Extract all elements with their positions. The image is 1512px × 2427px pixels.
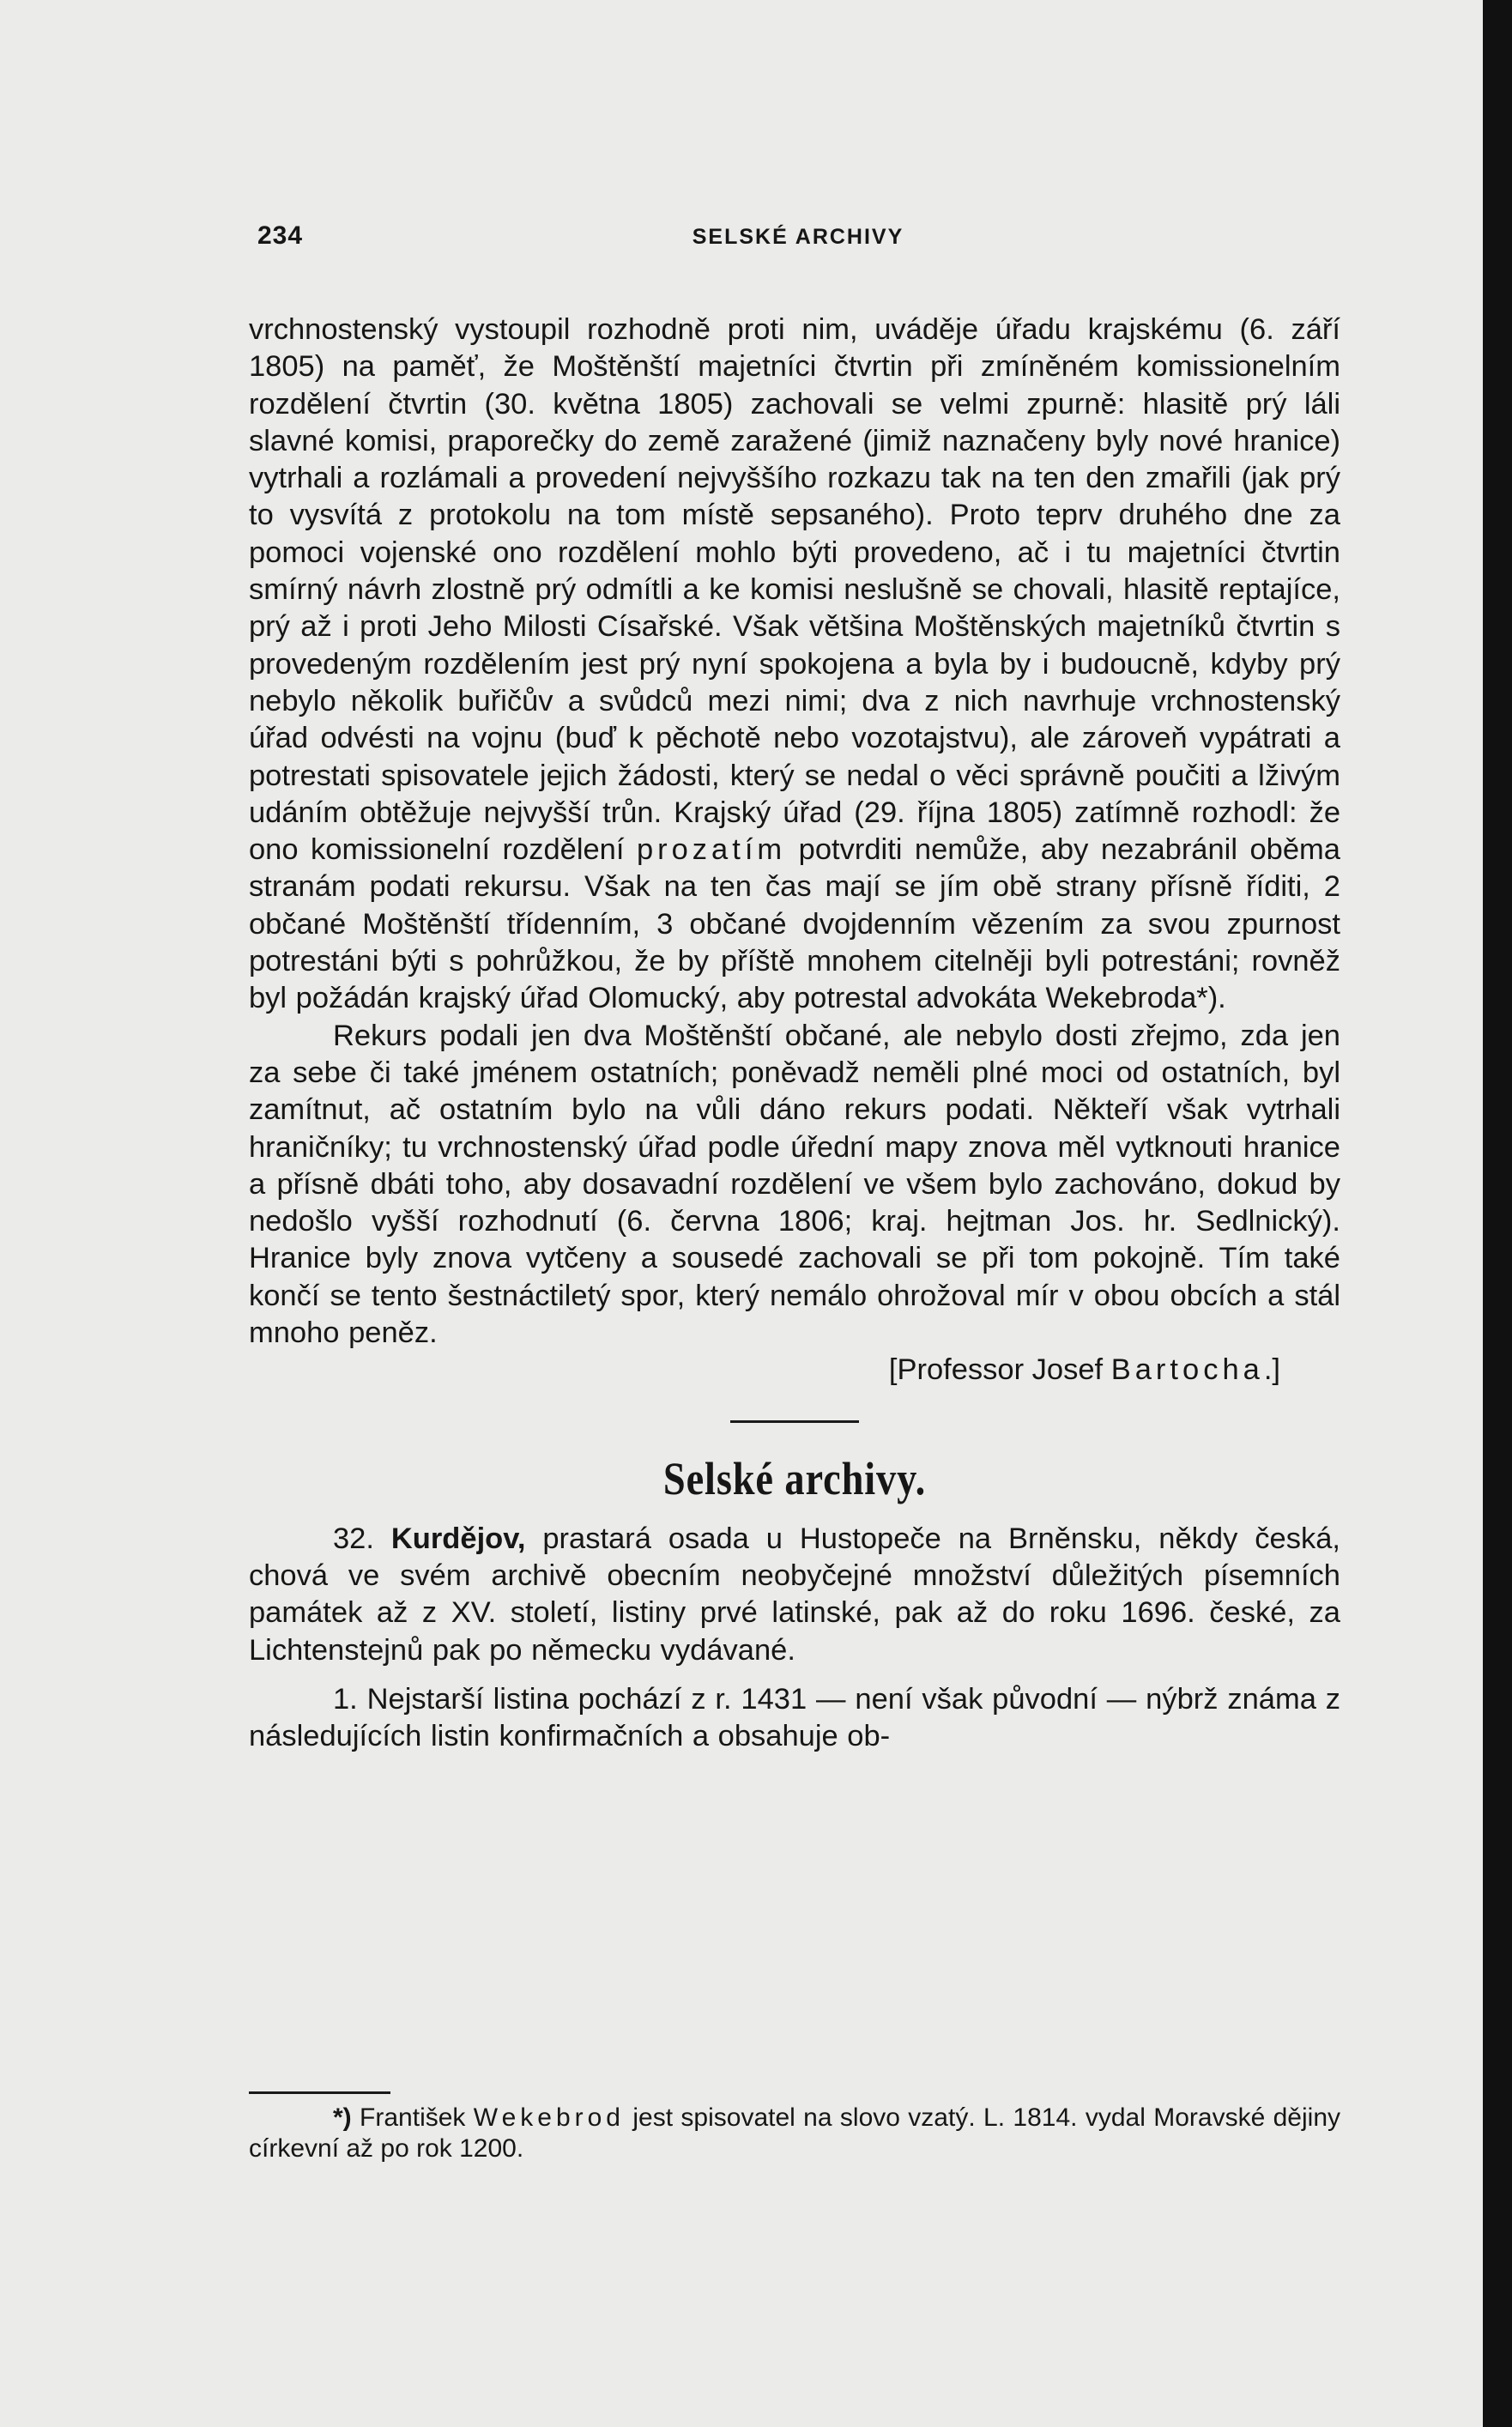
signature-suffix: .] xyxy=(1263,1353,1280,1387)
section-divider xyxy=(730,1420,859,1423)
footnote-text xyxy=(249,2103,1340,2164)
running-head xyxy=(257,221,1339,256)
scan-edge xyxy=(1483,0,1512,2427)
paragraph-continuation xyxy=(249,312,1340,1018)
emphasized-word: prozatím xyxy=(636,833,787,867)
footnote xyxy=(249,2103,1340,2164)
author-signature xyxy=(249,1352,1340,1389)
paragraph-gap xyxy=(249,1669,1340,1681)
main-text xyxy=(249,312,1340,1755)
footnote-surname: Wekebrod xyxy=(473,2103,625,2132)
footnote-first-name: František xyxy=(360,2103,466,2132)
archive-entry xyxy=(249,1521,1340,1669)
signature-prefix: [Professor Josef xyxy=(888,1353,1104,1387)
signature-surname: Bartocha xyxy=(1110,1353,1264,1387)
paragraph-rekurs: Rekurs podali jen dva Moštěnští občané, ale nebylo dosti zřejmo, zda jen za sebe či také jménem ostatních; poněvadž neměli plné moci od ostatních, byl zamítnut, ač ostatním bylo na vůli dáno rekurs podati. Někteří však vytrhali hraničníky; tu vrchnostenský úřad podle úřední mapy znova měl vytknouti hranice a přísně dbáti toho, aby dosavadní rozdělení ve všem bylo zachováno, dokud by nedošlo vyšší rozhodnutí (6. června 1806; kraj. hejtman Jos. hr. Sedlnický). Hranice byly znova vytčeny a sousedé zachovali se při tom pokojně. Tím také končí se tento šestnáctiletý spor, který nemálo ohrožoval mír v obou obcích a stál mnoho peněz. xyxy=(249,1019,1340,1350)
section-heading: Selské archivy. xyxy=(662,1452,927,1504)
entry-item-1: 1. Nejstarší listina pochází z r. 1431 — není však původní — nýbrž známa z následujících listin konfirmačních a obsahuje ob- xyxy=(249,1682,1340,1753)
footnote-rule xyxy=(249,2091,390,2094)
entry-place-name: Kurdějov, xyxy=(390,1522,526,1555)
page-number: 234 xyxy=(257,221,304,250)
entry-description: prastará osada u Hustopeče na Brněnsku, někdy česká, chová ve svém archivě obecním neobyčejné množství důležitých písemních památek až z XV. století, listiny prvé latinské, pak až do roku 1696. české, za Lichtenstejnů pak po německu vydávané. xyxy=(249,1522,1340,1667)
footnote-marker: *) xyxy=(333,2103,352,2132)
footnote-body: jest spisovatel na slovo vzatý. L. 1814. vydal Moravské dějiny církevní až po rok 1200. xyxy=(249,2103,1341,2163)
paragraph-1-text: vrchnostenský vystoupil rozhodně proti nim, uváděje úřadu krajskému (6. září 1805) na paměť, že Moštěnští majetníci čtvrtin při zmíněném komissionelním rozdělení čtvrtin (30. května 1805) zachovali se velmi zpurně: hlasitě prý láli slavné komisi, praporečky do země zaražené (jimiž naznačeny byly nové hranice) vytrhali a rozlámali a provedení nejvyššího rozkazu tak na ten den zmařili (jak prý to vysvítá z protokolu na tom místě sepsaného). Proto teprv druhého dne za pomoci vojenské ono rozdělení mohlo býti provedeno, ač i tu majetníci čtvrtin smírný návrh zlostně prý odmítli a ke komisi neslušně se chovali, hlasitě reptajíce, prý až i proti Jeho Milosti Císařské. Však většina Moštěnských majetníků čtvrtin s provedeným rozdělením jest prý nyní spokojena a byla by i budoucně, kdyby prý nebylo několik buřičův a svůdců mezi nimi; dva z nich navrhuje vrchnostenský úřad odvésti na vojnu (buď k pěchotě nebo vozotajstvu), ale zároveň vypátrati a potrestati spisovatele jejich žádosti, který se nedal o věci správně poučiti a lživým udáním obtěžuje nejvyšší trůn. Krajský úřad (29. října 1805) zatímně rozhodl: že ono komissionelní rozdělení xyxy=(249,313,1340,867)
paragraph-1-end: potvrditi nemůže, aby nezabránil oběma stranám podati rekursu. Však na ten čas mají se jím obě strany přísně říditi, 2 občané Moštěnští třídenním, 3 občané dvojdenním vězením za svou zpurnost potrestáni býti s pohrůžkou, že by příště mnohem citelněji byli potrestáni; rovněž byl požádán krajský úřad Olomucký, aby potrestal advokáta Wekebroda*). xyxy=(249,833,1340,1015)
running-title: SELSKÉ ARCHIVY xyxy=(692,225,904,249)
entry-number: 32. xyxy=(333,1522,374,1555)
